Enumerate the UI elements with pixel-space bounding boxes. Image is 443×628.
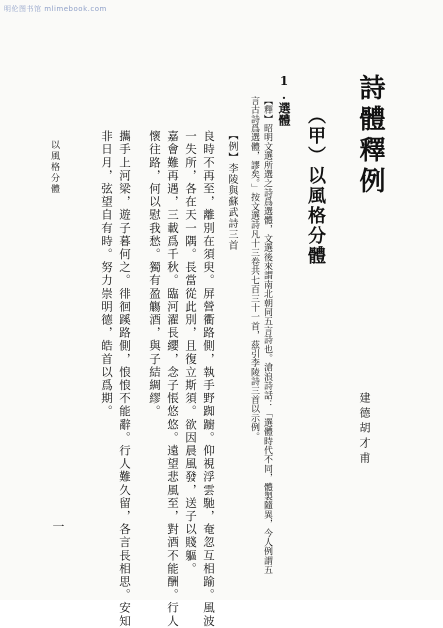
example-heading: 【例】李陵與蘇武詩三首 bbox=[226, 130, 237, 251]
poem-line: 嘉會難再遇，三載爲千秋。臨河濯長纓，念子悵悠悠。遠望悲風至，對酒不能酬。行人 bbox=[166, 130, 180, 628]
author: 建德胡才甫 bbox=[358, 392, 371, 467]
running-title: 以風格分體 bbox=[49, 140, 59, 195]
note-column-2: 言古詩爲選體，謬矣。」按文選詩凡十三卷共七百三十一首，茲引李陵詩三首以示例。 bbox=[249, 96, 259, 442]
section-heading: 1.選體 bbox=[277, 74, 291, 126]
watermark: 明伦图书馆 mlimebook.com bbox=[4, 5, 107, 13]
note-column-1: 【釋】昭明文選所選之詩爲選體，文選後來謂南北朝同五言詩也。滄浪詩話：「選體時代不同，體製隨異，今人例謂五 bbox=[262, 96, 272, 575]
poem-line: 懷往路，何以慰我愁。獨有盈觴酒，與子結綢繆。 bbox=[148, 130, 162, 419]
poem-line: 良時不再至，離別在須臾。屏營衢路側，執手野踟躕。仰視浮雲馳，奄忽互相踰。風波 bbox=[202, 130, 216, 628]
page-number: 一 bbox=[51, 520, 65, 532]
poem-line: 非日月，弦望自有時。努力崇明德，皓首以爲期。 bbox=[100, 130, 114, 419]
subtitle: （甲）以風格分體 bbox=[305, 106, 326, 266]
poem-line: 攜手上河梁，遊子暮何之。徘徊蹊路側，悢悢不能辭。行人難久留，各言長相思。安知 bbox=[118, 130, 132, 628]
poem-line: 一失所，各在天一隅。長當從此別，且復立斯須。欲因晨風發，送子以賤軀。 bbox=[184, 130, 198, 576]
page-title: 詩體釋例 bbox=[355, 74, 385, 198]
